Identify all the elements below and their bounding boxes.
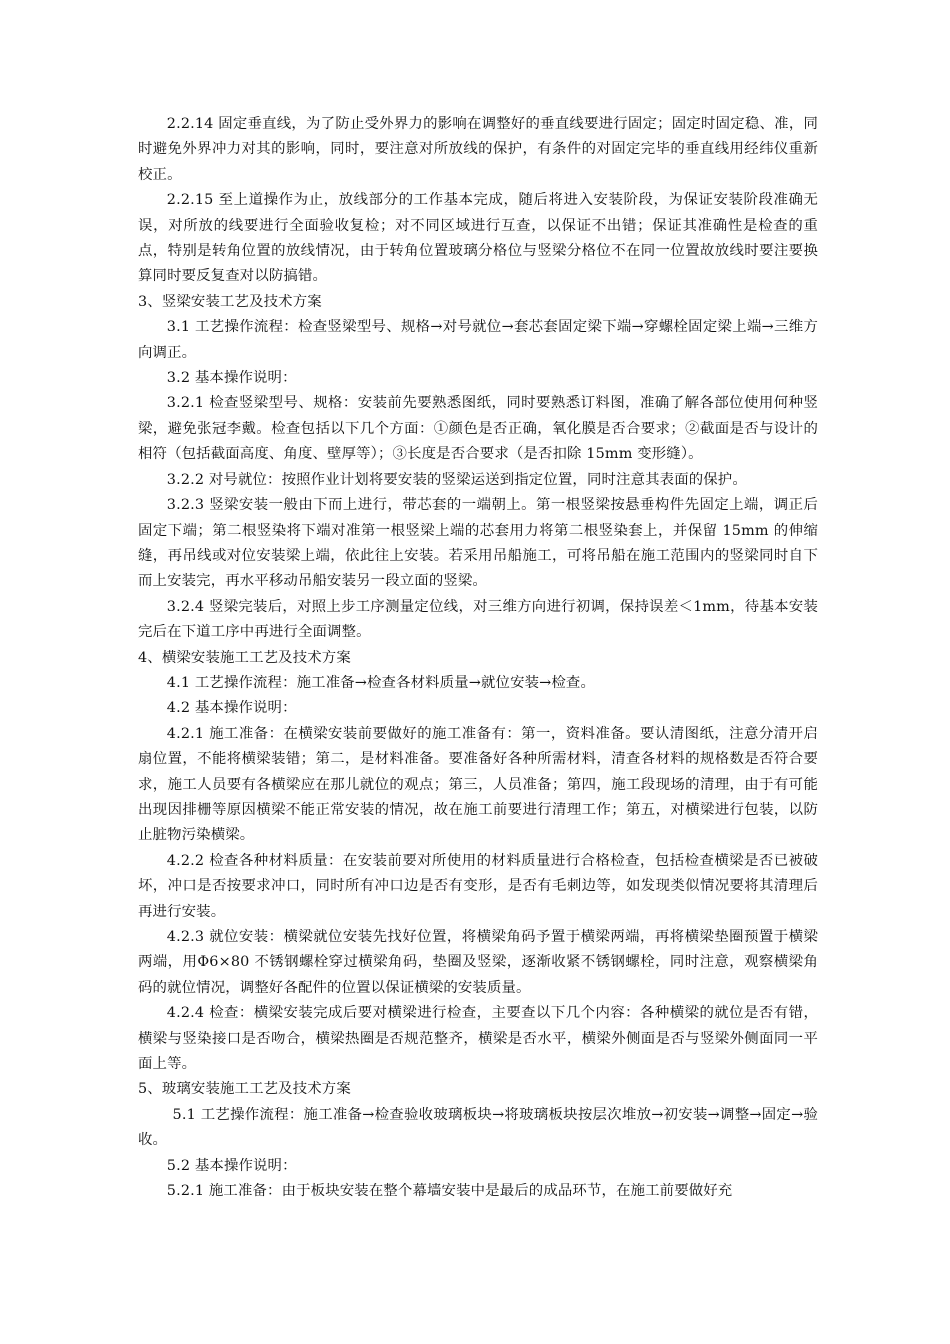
paragraph-3-2-2: 3.2.2 对号就位：按照作业计划将要安装的竖梁运送到指定位置，同时注意其表面的保护。 [166,471,747,488]
paragraph-3-2-3: 3.2.3 竖梁安装一般由下而上进行，带芯套的一端朝上。第一根竖梁按悬垂构件先固定上端，调正后固定下端；第二根竖染将下端对准第一根竖梁上端的芯套用力将第二根竖染套上，并保留 15mm 的伸缩缝，再吊线或对位安装梁上端，依此往上安装。若采用吊船施工，可将吊船在施工范围内的竖梁同时自下而上安装完，再水平移动吊船安装另一段立面的竖梁。 [138,497,818,590]
paragraph-4-2-1: 4.2.1 施工准备：在横梁安装前要做好的施工准备有：第一，资料准备。要认清图纸，注意分清开启扇位置，不能将横梁装错；第二，是材料准备。要准备好各种所需材料，清查各材料的规格数是否符合要求，施工人员要有各横梁应在那儿就位的观点；第三，人员准备；第四，施工段现场的清理，由于有可能出现因排栅等原因横梁不能正常安装的情况，故在施工前要进行清理工作；第五，对横梁进行包装，以防止脏物污染横梁。 [138,725,818,844]
paragraph-3-2-4: 3.2.4 竖梁完装后，对照上步工序测量定位线，对三维方向进行初调，保持误差＜1mm，待基本安装完后在下道工序中再进行全面调整。 [138,598,818,641]
paragraph-4-2-2: 4.2.2 检查各种材料质量：在安装前要对所使用的材料质量进行合格检查，包括检查横梁是否已被破坏，冲口是否按要求冲口，同时所有冲口边是否有变形，是否有毛刺边等，如发现类似情况要将其清理后再进行安装。 [138,852,818,920]
paragraph-3-2: 3.2 基本操作说明： [166,370,297,387]
paragraph-2-2-14: 2.2.14 固定垂直线，为了防止受外界力的影响在调整好的垂直线要进行固定；固定时固定稳、准，同时避免外界冲力对其的影响，同时，要注意对所放线的保护，有条件的对固定完毕的垂直线用经纬仪重新校正。 [138,116,818,183]
paragraph-2-2-15: 2.2.15 至上道操作为止，放线部分的工作基本完成，随后将进入安装阶段，为保证安装阶段准确无误，对所放的线要进行全面验收复检；对不同区域进行互查，以保证不出错；保证其准确性是检查的重点，特别是转角位置的放线情况，由于转角位置玻璃分格位与竖梁分格位不在同一位置故放线时要注要换算同时要反复查对以防搞错。 [138,192,818,285]
paragraph-4-2-4: 4.2.4 检查：横梁安装完成后要对横梁进行检查，主要查以下几个内容：各种横梁的就位是否有错，横梁与竖染接口是否吻合，横梁热圈是否规范整齐，横梁是否水平，横梁外侧面是否与竖梁外侧面同一平面上等。 [138,1005,818,1073]
paragraph-4-2: 4.2 基本操作说明： [166,700,297,717]
section-heading-5: 5、玻璃安装施工工艺及技术方案 [138,1081,351,1098]
section-heading-4: 4、横梁安装施工工艺及技术方案 [138,649,351,666]
paragraph-5-2: 5.2 基本操作说明： [166,1157,297,1174]
paragraph-3-2-1: 3.2.1 检查竖梁型号、规格：安装前先要熟悉图纸，同时要熟悉订料图，准确了解各部位使用何种竖梁，避免张冠李戴。检查包括以下几个方面：①颜色是否正确，氧化膜是否合要求；②截面是否与设计的相符（包括截面高度、角度、壁厚等）；③长度是否合要求（是否扣除 15mm 变形缝）。 [138,395,818,463]
paragraph-5-2-1: 5.2.1 施工准备：由于板块安装在整个幕墙安装中是最后的成品环节，在施工前要做好充 [166,1183,733,1200]
paragraph-4-1: 4.1 工艺操作流程：施工准备→检查各材料质量→就位安装→检查。 [166,674,595,691]
paragraph-5-1: 5.1 工艺操作流程：施工准备→检查验收玻璃板块→将玻璃板块按层次堆放→初安装→调整→固定→验收。 [138,1106,818,1149]
section-heading-3: 3、竖梁安装工艺及技术方案 [138,293,322,310]
paragraph-3-1: 3.1 工艺操作流程：检查竖梁型号、规格→对号就位→套芯套固定梁下端→穿螺栓固定梁上端→三维方向调正。 [138,319,818,361]
document-page [138,112,818,1204]
paragraph-4-2-3: 4.2.3 就位安装：横梁就位安装先找好位置，将横梁角码予置于横梁两端，再将横梁垫圈预置于横梁两端，用Φ6×80 不锈钢螺栓穿过横梁角码，垫圈及竖梁，逐渐收紧不锈钢螺栓，同时注意，观察横梁角码的就位情况，调整好各配件的位置以保证横梁的安装质量。 [138,929,818,996]
